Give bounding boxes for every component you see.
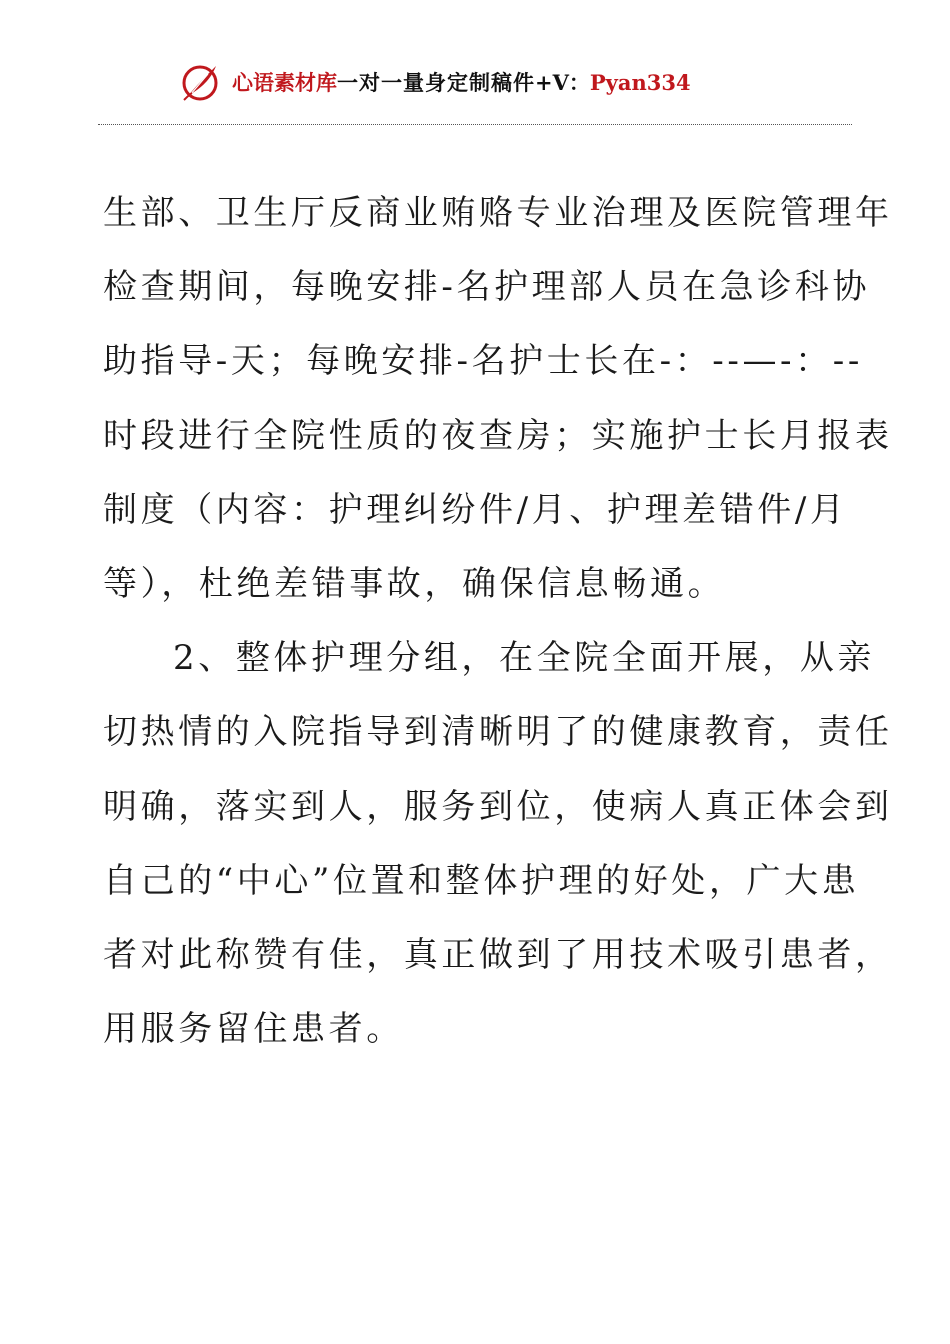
brand-name: 心语素材库: [232, 70, 337, 95]
text-line: 用服务留住患者。: [103, 1009, 404, 1050]
paragraph-start-line: 2、整体护理分组，在全院全面开展，从亲: [173, 638, 876, 679]
header-text: [232, 67, 691, 97]
text-line: 明确，落实到人，服务到位，使病人真正体会到: [103, 786, 893, 827]
contact-id: Pyan334: [589, 70, 691, 95]
text-line: 时段进行全院性质的夜查房；实施护士长月报表: [103, 415, 893, 456]
page-header: [178, 58, 691, 106]
text-line: 切热情的入院指导到清晰明了的健康教育，责任: [103, 712, 893, 753]
text-line: 等），杜绝差错事故，确保信息畅通。: [103, 563, 726, 604]
text-line: 者对此称赞有佳，真正做到了用技术吸引患者，: [103, 934, 893, 975]
quill-pen-seal-icon: [178, 60, 222, 104]
header-divider: [98, 124, 852, 125]
contact-label: +V：: [535, 70, 590, 95]
document-body: [103, 176, 893, 1066]
text-line: 检查期间，每晚安排-名护理部人员在急诊科协: [103, 267, 871, 308]
text-line: 生部、卫生厅反商业贿赂专业治理及医院管理年: [103, 193, 893, 233]
text-line: 自己的“中心”位置和整体护理的好处，广大患: [103, 860, 860, 901]
text-line: 制度（内容：护理纠纷件/月、护理差错件/月: [103, 489, 848, 530]
slogan: 一对一量身定制稿件: [337, 70, 535, 95]
text-line: 助指导-天；每晚安排-名护士长在-：--—-：--: [103, 341, 863, 382]
